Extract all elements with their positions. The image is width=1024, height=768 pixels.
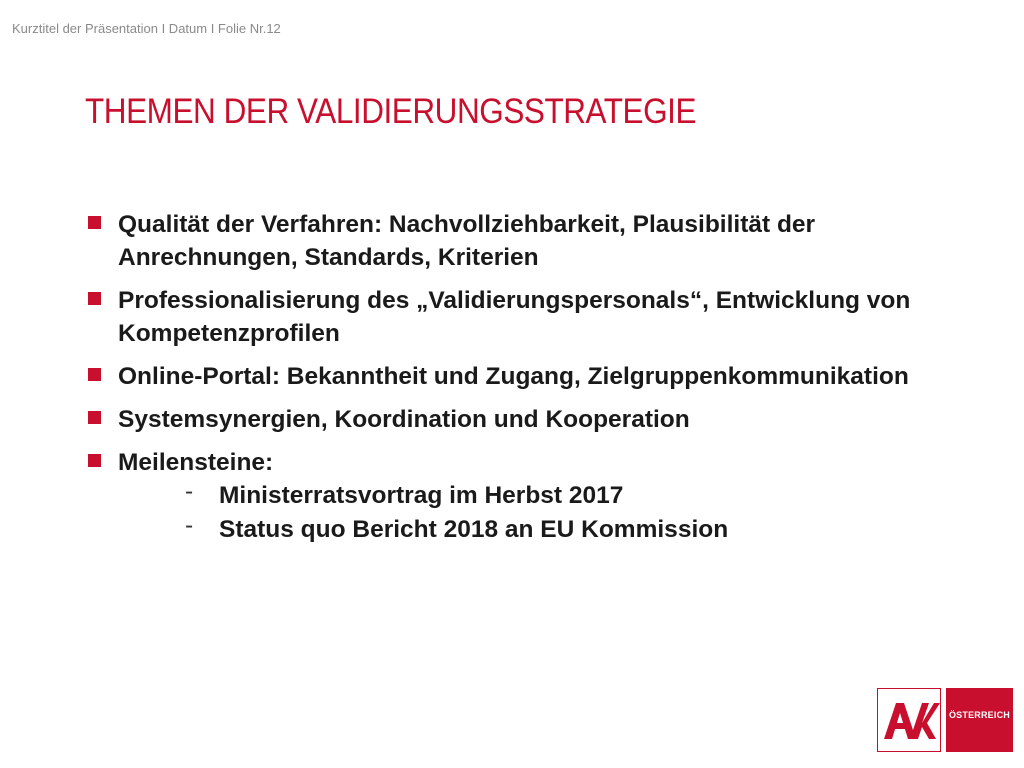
- square-bullet-icon: [88, 454, 101, 467]
- bullet-item: [85, 284, 965, 350]
- milestone-item: [118, 479, 965, 513]
- bullet-text: Systemsynergien, Koordination und Kooperation: [118, 406, 690, 433]
- bullet-text: Qualität der Verfahren: Nachvollziehbarkeit, Plausibilität der Anrechnungen, Standards, Kriterien: [118, 211, 816, 271]
- square-bullet-icon: [88, 411, 101, 424]
- square-bullet-icon: [88, 368, 101, 381]
- bullet-item: [85, 208, 965, 274]
- bullet-item: [85, 360, 965, 393]
- logo-word: ÖSTERREICH: [948, 710, 1010, 720]
- ak-logo-mark: [877, 688, 941, 752]
- dash-icon: -: [185, 478, 194, 505]
- ak-letters-icon: [878, 689, 940, 751]
- bullet-text: Online-Portal: Bekanntheit und Zugang, Zielgruppenkommunikation: [118, 363, 909, 390]
- bullet-text: Meilensteine:: [118, 449, 274, 476]
- ak-logo: [877, 688, 1013, 752]
- oesterreich-box: [946, 688, 1013, 752]
- slide-title: THEMEN DER VALIDIERUNGSSTRATEGIE: [85, 92, 697, 131]
- milestone-list: [118, 479, 965, 547]
- slide-header: Kurztitel der Präsentation I Datum I Folie Nr.12: [12, 21, 281, 36]
- dash-icon: -: [185, 512, 194, 539]
- square-bullet-icon: [88, 292, 101, 305]
- bullet-list: [85, 208, 965, 557]
- bullet-item-milestones: [85, 446, 965, 547]
- milestone-text: Ministerratsvortrag im Herbst 2017: [219, 482, 624, 509]
- milestone-text: Status quo Bericht 2018 an EU Kommission: [219, 516, 729, 543]
- bullet-text: Professionalisierung des „Validierungspersonals“, Entwicklung von Kompetenzprofilen: [118, 287, 911, 347]
- milestone-item: [118, 513, 965, 547]
- bullet-item: [85, 403, 965, 436]
- square-bullet-icon: [88, 216, 101, 229]
